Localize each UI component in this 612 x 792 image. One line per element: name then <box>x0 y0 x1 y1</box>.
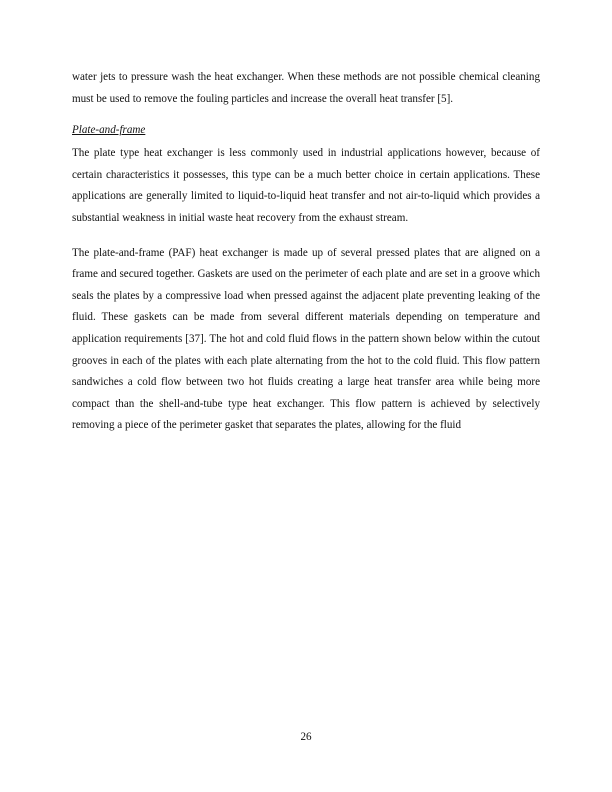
page-number: 26 <box>300 731 312 743</box>
paragraph-plate-type-intro: The plate type heat exchanger is less commonly used in industrial applications however, because of certain characteristics it possesses, this type can be a much better choice in certain applications. These applications are generally limited to liquid-to-liquid heat transfer and not air-to-liquid which provides a substantial weakness in initial waste heat recovery from the exhaust stream. <box>72 147 540 224</box>
page-body <box>72 67 540 437</box>
section-heading-plate-and-frame: Plate-and-frame <box>72 124 146 137</box>
paragraph-paf-description: The plate-and-frame (PAF) heat exchanger is made up of several pressed plates that are aligned on a frame and secured together. Gaskets are used on the perimeter of each plate and are set in a groove which seals the plates by a compressive load when pressed against the adjacent plate preventing leaking of the fluid. These gaskets can be made from several different materials depending on temperature and application requirements [37]. The hot and cold fluid flows in the pattern shown below within the cutout grooves in each of the plates with each plate alternating from the hot to the cold fluid. This flow pattern sandwiches a cold flow between two hot fluids creating a large heat transfer area while being more compact than the shell-and-tube type heat exchanger. This flow pattern is achieved by selectively removing a piece of the perimeter gasket that separates the plates, allowing for the fluid <box>72 246 540 432</box>
paragraph-cleaning: water jets to pressure wash the heat exchanger. When these methods are not possible chemical cleaning must be used to remove the fouling particles and increase the overall heat transfer [5]. <box>72 71 540 105</box>
